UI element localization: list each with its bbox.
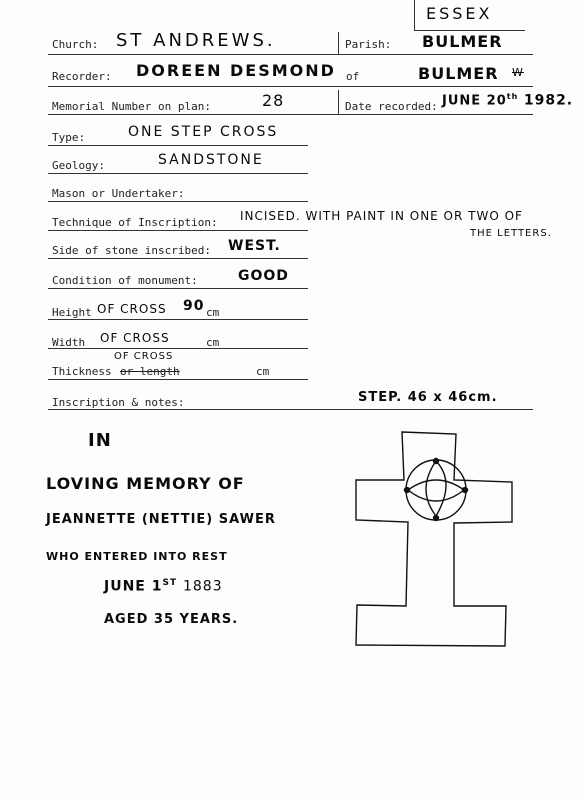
cross-ring <box>406 460 466 520</box>
rule <box>48 54 533 55</box>
mason-label: Mason or Undertaker: <box>52 187 185 200</box>
inscription-line-4: WHO ENTERED INTO REST <box>46 550 228 563</box>
height-label: Height <box>52 306 92 319</box>
width-of: OF CROSS <box>100 331 170 345</box>
cross-knot-h <box>408 480 464 501</box>
of-value: BULMER <box>418 64 499 83</box>
type-value: ONE STEP CROSS <box>128 124 279 140</box>
rule <box>48 258 308 259</box>
inscription-line-3: JEANNETTE (NETTIE) SAWER <box>46 512 276 527</box>
of-strike: W <box>512 66 524 79</box>
side-value: WEST. <box>228 238 281 254</box>
condition-label: Condition of monument: <box>52 274 198 287</box>
thickness-strike: or length <box>120 365 180 378</box>
rule <box>48 86 533 87</box>
parish-value: BULMER <box>422 32 503 51</box>
rule <box>48 409 533 410</box>
rule <box>48 145 308 146</box>
parish-label: Parish: <box>345 38 392 51</box>
inscription-note: STEP. 46 x 46cm. <box>358 390 498 405</box>
condition-value: GOOD <box>238 268 289 284</box>
inscription-label: Inscription & notes: <box>52 396 185 409</box>
rule <box>48 379 308 380</box>
thickness-unit: cm <box>256 365 270 378</box>
church-value: ST ANDREWS. <box>116 30 276 51</box>
recorder-label: Recorder: <box>52 70 112 83</box>
recorder-value: DOREEN DESMOND <box>136 61 336 80</box>
of-label: of <box>346 70 360 83</box>
technique-value-2: THE LETTERS. <box>470 228 552 239</box>
width-unit: cm <box>206 336 220 349</box>
rule <box>48 114 533 115</box>
cross-sketch <box>350 430 520 660</box>
memorial-value: 28 <box>262 91 285 110</box>
cross-knot-v <box>426 461 446 516</box>
divider <box>338 90 339 114</box>
height-unit: cm <box>206 306 220 319</box>
geology-value: SANDSTONE <box>158 152 264 168</box>
rule <box>48 173 308 174</box>
rule <box>48 201 308 202</box>
type-label: Type: <box>52 131 86 144</box>
rule <box>48 230 308 231</box>
rule <box>48 288 308 289</box>
inscription-line-1: IN <box>88 430 112 451</box>
geology-label: Geology: <box>52 159 105 172</box>
technique-label: Technique of Inscription: <box>52 216 218 229</box>
memorial-label: Memorial Number on plan: <box>52 100 211 113</box>
date-label: Date recorded: <box>345 100 438 113</box>
church-label: Church: <box>52 38 99 51</box>
inscription-line-6: AGED 35 YEARS. <box>104 612 239 627</box>
county: ESSEX <box>426 4 493 23</box>
height-value: 90 <box>183 298 205 314</box>
inscription-line-2: LOVING MEMORY OF <box>46 474 245 493</box>
thickness-label: Thickness <box>52 365 112 378</box>
thickness-of: OF CROSS <box>114 351 174 362</box>
rule <box>48 348 308 349</box>
inscription-line-5: JUNE 1ST 1883 <box>104 578 223 595</box>
rule <box>48 319 308 320</box>
divider <box>338 32 339 54</box>
height-of: OF CROSS <box>97 302 167 316</box>
side-label: Side of stone inscribed: <box>52 244 211 257</box>
technique-value: INCISED. WITH PAINT IN ONE OR TWO OF <box>240 209 523 223</box>
width-label: Width <box>52 336 86 349</box>
date-value: JUNE 20th 1982. <box>442 92 574 109</box>
